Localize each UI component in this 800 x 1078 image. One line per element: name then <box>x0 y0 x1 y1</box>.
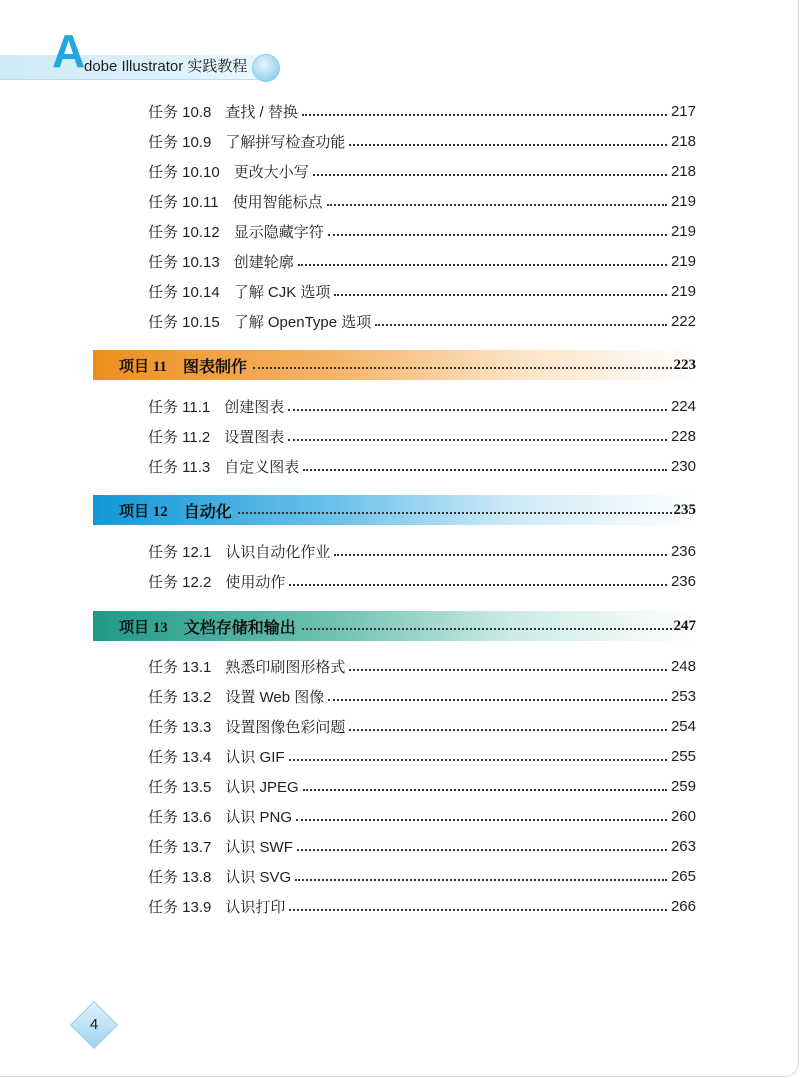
task-title: 使用动作 <box>225 573 286 591</box>
toc-entry[interactable] <box>148 159 696 183</box>
page-ref: 260 <box>670 807 696 825</box>
dot-leader <box>288 409 667 411</box>
task-number: 任务 11.2 <box>148 428 211 446</box>
task-title: 认识自动化作业 <box>225 543 331 561</box>
dot-leader <box>302 628 672 630</box>
dot-leader <box>289 584 667 586</box>
task-title: 认识 GIF <box>225 748 285 766</box>
dot-leader <box>238 512 672 514</box>
task-number: 任务 10.12 <box>148 223 220 241</box>
task-title: 创建图表 <box>224 398 285 416</box>
page-ref: 255 <box>670 747 696 765</box>
dot-leader <box>349 669 667 671</box>
dot-leader <box>289 909 667 911</box>
dot-leader <box>303 469 667 471</box>
project-number: 项目 12 <box>119 503 168 520</box>
dot-leader <box>334 554 667 556</box>
task-number: 任务 13.1 <box>148 658 212 676</box>
task-title: 熟悉印刷图形格式 <box>225 658 346 676</box>
page-ref: 235 <box>673 501 696 518</box>
toc-entry[interactable] <box>148 569 696 593</box>
page-ref: 230 <box>670 457 696 475</box>
task-number: 任务 11.3 <box>148 458 211 476</box>
toc-entry[interactable] <box>148 684 696 708</box>
page-ref: 219 <box>670 222 696 240</box>
page-ref: 248 <box>670 657 696 675</box>
task-title: 使用智能标点 <box>232 193 323 211</box>
project-title: 文档存储和输出 <box>183 619 296 637</box>
toc-entry[interactable] <box>148 864 696 888</box>
page-number: 4 <box>89 1016 99 1033</box>
task-number: 任务 13.3 <box>148 718 212 736</box>
dot-leader <box>302 114 667 116</box>
project-number: 项目 11 <box>119 358 167 375</box>
dot-leader <box>298 264 667 266</box>
toc-entry[interactable] <box>148 394 696 418</box>
task-title: 了解拼写检查功能 <box>225 133 346 151</box>
task-title: 认识打印 <box>225 898 286 916</box>
dot-leader <box>295 879 667 881</box>
task-number: 任务 13.7 <box>148 838 212 856</box>
task-number: 任务 13.9 <box>148 898 212 916</box>
dot-leader <box>328 699 667 701</box>
dot-leader <box>289 759 667 761</box>
dot-leader <box>288 439 667 441</box>
page-ref: 222 <box>670 312 696 330</box>
toc-entry[interactable] <box>148 714 696 738</box>
dot-leader <box>328 234 667 236</box>
task-title: 认识 JPEG <box>225 778 299 796</box>
toc-entry[interactable] <box>148 424 696 448</box>
page-ref: 219 <box>670 192 696 210</box>
page-ref: 236 <box>670 542 696 560</box>
toc-entry[interactable] <box>148 279 696 303</box>
book-title: dobe Illustrator 实践教程 <box>84 58 248 75</box>
task-number: 任务 13.5 <box>148 778 212 796</box>
task-number: 任务 10.14 <box>148 283 220 301</box>
dot-leader <box>253 367 672 369</box>
project-heading-12[interactable] <box>93 495 696 525</box>
task-title: 查找 / 替换 <box>225 103 298 121</box>
task-title: 了解 CJK 选项 <box>233 283 331 301</box>
page-ref: 218 <box>670 162 696 180</box>
task-number: 任务 11.1 <box>148 398 211 416</box>
page-ref: 263 <box>670 837 696 855</box>
page-ref: 259 <box>670 777 696 795</box>
toc-entry[interactable] <box>148 219 696 243</box>
project-number: 项目 13 <box>119 619 168 636</box>
task-number: 任务 12.1 <box>148 543 212 561</box>
task-title: 认识 SWF <box>225 838 293 856</box>
dot-leader <box>349 729 667 731</box>
toc-entry[interactable] <box>148 539 696 563</box>
toc-entry[interactable] <box>148 129 696 153</box>
header-logo-letter: A <box>52 25 86 77</box>
dot-leader <box>375 324 667 326</box>
page-ref: 219 <box>670 252 696 270</box>
task-number: 任务 10.15 <box>148 313 220 331</box>
toc-entry[interactable] <box>148 894 696 918</box>
task-title: 认识 SVG <box>225 868 292 886</box>
toc-entry[interactable] <box>148 774 696 798</box>
page-ref: 223 <box>673 356 696 373</box>
toc-entry[interactable] <box>148 744 696 768</box>
dot-leader <box>303 789 667 791</box>
page-ref: 217 <box>670 102 696 120</box>
task-number: 任务 13.4 <box>148 748 212 766</box>
page-ref: 224 <box>670 397 696 415</box>
page-ref: 228 <box>670 427 696 445</box>
task-title: 设置 Web 图像 <box>225 688 325 706</box>
task-number: 任务 10.9 <box>148 133 212 151</box>
task-number: 任务 13.8 <box>148 868 212 886</box>
page-ref: 254 <box>670 717 696 735</box>
project-heading-11[interactable] <box>93 350 696 380</box>
dot-leader <box>313 174 667 176</box>
dot-leader <box>296 819 667 821</box>
dot-leader <box>349 144 667 146</box>
task-number: 任务 12.2 <box>148 573 212 591</box>
task-title: 创建轮廓 <box>233 253 294 271</box>
task-title: 了解 OpenType 选项 <box>233 313 372 331</box>
task-title: 显示隐藏字符 <box>233 223 324 241</box>
task-number: 任务 10.11 <box>148 193 219 211</box>
task-number: 任务 10.8 <box>148 103 212 121</box>
dot-leader <box>334 294 667 296</box>
toc-entry[interactable] <box>148 309 696 333</box>
page-ref: 236 <box>670 572 696 590</box>
toc-entry[interactable] <box>148 834 696 858</box>
toc-entry[interactable] <box>148 189 696 213</box>
task-title: 自定义图表 <box>224 458 300 476</box>
task-title: 设置图表 <box>224 428 285 446</box>
dot-leader <box>327 204 667 206</box>
page-ref: 266 <box>670 897 696 915</box>
page-ref: 218 <box>670 132 696 150</box>
task-number: 任务 10.10 <box>148 163 220 181</box>
header-circle-ornament <box>252 54 280 82</box>
task-number: 任务 13.6 <box>148 808 212 826</box>
toc-entry[interactable] <box>148 99 696 123</box>
page-ref: 253 <box>670 687 696 705</box>
task-number: 任务 13.2 <box>148 688 212 706</box>
project-title: 图表制作 <box>182 358 247 376</box>
toc-entry[interactable] <box>148 804 696 828</box>
page-ref: 265 <box>670 867 696 885</box>
task-title: 更改大小写 <box>233 163 309 181</box>
dot-leader <box>297 849 667 851</box>
page-ref: 247 <box>673 617 696 634</box>
task-title: 认识 PNG <box>225 808 293 826</box>
toc-entry[interactable] <box>148 454 696 478</box>
toc-entry[interactable] <box>148 654 696 678</box>
task-title: 设置图像色彩问题 <box>225 718 346 736</box>
project-title: 自动化 <box>183 503 232 521</box>
project-heading-13[interactable] <box>93 611 696 641</box>
toc-entry[interactable] <box>148 249 696 273</box>
page-ref: 219 <box>670 282 696 300</box>
task-number: 任务 10.13 <box>148 253 220 271</box>
